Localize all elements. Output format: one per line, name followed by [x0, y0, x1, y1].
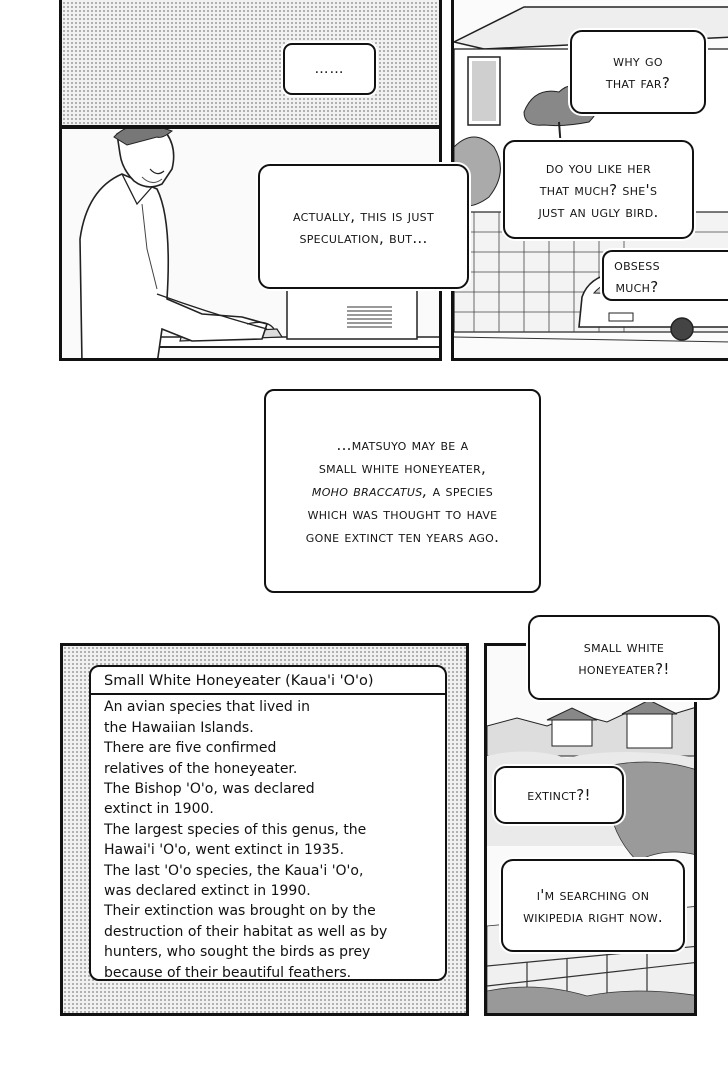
- caption-line-3: [306, 480, 499, 503]
- info-line: the Hawaiian Islands.: [104, 719, 254, 736]
- wikipedia-line-2: wikipedia right now.: [523, 907, 663, 926]
- obsess-line-1: obsess: [614, 255, 660, 274]
- caption-line-1: ...matsuyo may be a: [336, 435, 469, 454]
- speech-bubble-honeyeater: [528, 615, 720, 700]
- ugly-bird-line-3: just an ugly bird.: [538, 202, 659, 221]
- obsess-line-2: much?: [615, 277, 659, 296]
- speech-bubble-why-go: [570, 30, 706, 114]
- extinct-text: extinct?!: [527, 786, 591, 804]
- ellipsis-text: ……: [314, 61, 345, 77]
- ugly-bird-line-1: do you like her: [545, 158, 652, 177]
- caption-line-4: which was thought to have: [307, 504, 498, 523]
- panel-1: [59, 0, 442, 128]
- rooftops-street-illustration: [487, 646, 697, 1016]
- speech-bubble-speculation: [258, 164, 469, 289]
- species-name: moho braccatus,: [311, 481, 428, 500]
- caption-line-3-rest: a species: [427, 481, 494, 500]
- wikipedia-line-1: i'm searching on: [536, 885, 650, 904]
- info-line: There are five confirmed: [104, 740, 277, 757]
- info-line: destruction of their habitat as well as by: [104, 923, 388, 940]
- info-line: relatives of the honeyeater.: [104, 760, 298, 777]
- info-line: The last 'O'o species, the Kaua'i 'O'o,: [104, 862, 364, 879]
- info-box: [89, 665, 447, 981]
- speech-bubble-obsess: [602, 250, 728, 301]
- info-line: was declared extinct in 1990.: [104, 883, 311, 900]
- speech-bubble-extinct: [494, 766, 624, 824]
- info-line: hunters, who sought the birds as prey: [104, 944, 371, 961]
- caption-box: [264, 389, 541, 593]
- honeyeater-line-2: honeyeater?!: [578, 659, 670, 678]
- honeyeater-line-1: small white: [583, 637, 665, 656]
- speech-line-2: speculation, but...: [299, 228, 428, 247]
- info-line: Their extinction was brought on by the: [104, 903, 376, 920]
- speech-line-1: actually, this is just: [293, 206, 434, 225]
- info-line: extinct in 1900.: [104, 801, 214, 818]
- caption-line-2: small white honeyeater,: [318, 458, 487, 477]
- why-go-line-2: that far?: [605, 74, 671, 92]
- ugly-bird-line-2: that much? she's: [539, 180, 658, 199]
- speech-bubble-wikipedia: [501, 859, 685, 952]
- speech-bubble-ugly-bird: [503, 140, 694, 239]
- ellipsis-bubble: [283, 43, 376, 95]
- info-line: The largest species of this genus, the: [104, 821, 367, 838]
- info-line: because of their beautiful feathers.: [104, 964, 352, 981]
- caption-line-5: gone extinct ten years ago.: [305, 527, 500, 546]
- why-go-line-1: why go: [613, 52, 663, 70]
- info-line: Hawai'i 'O'o, went extinct in 1935.: [104, 842, 345, 859]
- info-line: An avian species that lived in: [104, 699, 310, 716]
- info-line: The Bishop 'O'o, was declared: [104, 781, 315, 798]
- info-box-title: Small White Honeyeater (Kaua'i 'O'o): [91, 671, 445, 695]
